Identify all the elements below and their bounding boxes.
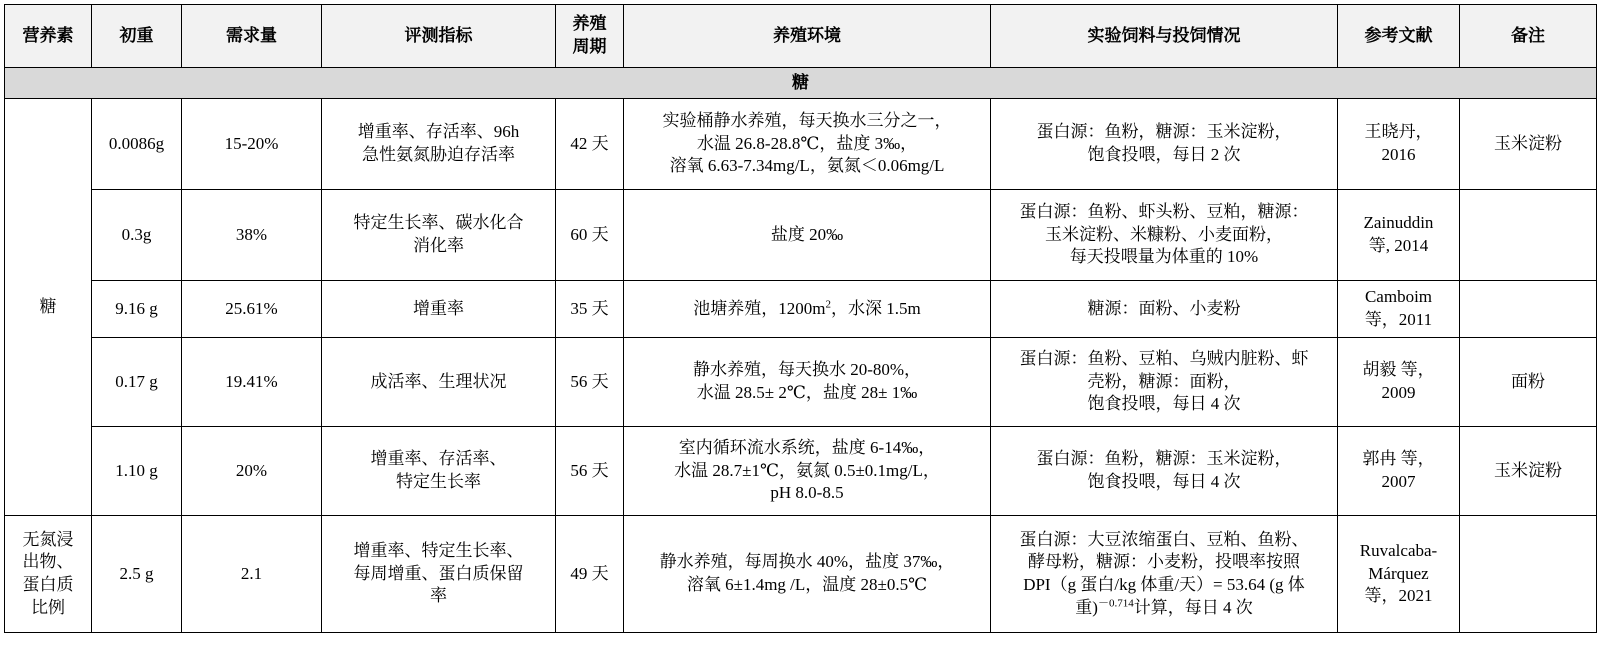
cell-line: Márquez [1368,563,1429,583]
indicator-cell [322,516,556,633]
cell-line [995,597,1333,620]
cell-line: 壳粉，糖源：面粉， [1087,371,1241,391]
requirement-cell: 20% [182,427,322,516]
cell-line: 溶氧 6.63-7.34mg/L，氨氮＜0.06mg/L [669,156,945,176]
note-cell: 玉米淀粉 [1460,427,1597,516]
cell-line: 消化率 [413,236,464,255]
cell-line: 水温 28.5± 2℃，盐度 28± 1‰ [696,383,918,402]
feed-cell [991,516,1338,633]
period-cell: 42 天 [556,99,624,190]
feed-cell [991,190,1338,281]
note-cell [1460,281,1597,338]
note-cell [1460,190,1597,281]
header-reference: 参考文献 [1338,5,1460,68]
period-cell: 56 天 [556,338,624,427]
table-row [5,190,1597,281]
cell-line: 率 [430,586,447,606]
reference-cell [1338,516,1460,633]
cell-line: 饱食投喂，每日 4 次 [1087,472,1241,491]
reference-cell [1338,190,1460,281]
table-row [5,99,1597,190]
cell-line: 急性氨氮胁迫存活率 [362,145,515,164]
environment-cell [624,516,991,633]
weight-cell: 0.17 g [92,338,182,427]
cell-line: 比例 [31,597,65,617]
reference-cell [1338,99,1460,190]
header-environment: 养殖环境 [624,5,991,68]
cell-line: 增重率、存活率、 [370,449,507,469]
cell-line: 无氮浸 [22,529,74,549]
cell-line: 蛋白源：鱼粉，糖源：玉米淀粉， [1036,122,1292,142]
header-nutrient: 营养素 [5,5,92,68]
requirement-cell: 2.1 [182,516,322,633]
cell-line: 2016 [1381,145,1416,164]
table-row [5,281,1597,338]
nutrition-table-container [4,4,1597,633]
cell-line: 蛋白质 [22,575,74,594]
cell-line: 每天投喂量为体重的 10% [1069,247,1259,267]
cell-line: 等，2021 [1364,586,1433,606]
requirement-cell: 19.41% [182,338,322,427]
header-period-line1: 养殖 [572,14,607,35]
cell-line: 王晓丹， [1364,122,1433,142]
header-period-line2: 周期 [572,37,607,57]
reference-cell [1338,338,1460,427]
note-cell: 面粉 [1460,338,1597,427]
period-cell: 60 天 [556,190,624,281]
table-row [5,516,1597,633]
table-row [5,427,1597,516]
indicator-cell: 增重率 [322,281,556,338]
requirement-cell: 15-20% [182,99,322,190]
cell-line: 饱食投喂，每日 2 次 [1087,145,1241,164]
requirement-cell: 38% [182,190,322,281]
section-label: 糖 [5,68,1597,99]
cell-text: ，水深 1.5m [831,298,921,318]
indicator-cell [322,190,556,281]
note-cell: 玉米淀粉 [1460,99,1597,190]
cell-line: 每周增重、蛋白质保留 [353,563,524,583]
superscript: 2 [825,298,831,311]
cell-line: 蛋白源：鱼粉，糖源：玉米淀粉， [1036,449,1292,469]
cell-line: 水温 28.7±1℃，氨氮 0.5±0.1mg/L， [674,460,940,480]
environment-cell [624,427,991,516]
feed-cell [991,427,1338,516]
cell-line: 增重率、存活率、96h [357,122,520,142]
cell-line: 胡毅 等， [1362,360,1435,380]
indicator-cell [322,427,556,516]
reference-cell [1338,281,1460,338]
nutrition-requirement-table [4,4,1597,633]
period-cell: 56 天 [556,427,624,516]
cell-line: Zainuddin [1363,213,1434,233]
requirement-cell: 25.61% [182,281,322,338]
cell-line: 酵母粉，糖源：小麦粉，投喂率按照 [1028,552,1300,572]
environment-cell [624,99,991,190]
header-note: 备注 [1460,5,1597,68]
environment-cell [624,190,991,281]
header-period [556,5,624,68]
feed-cell [991,99,1338,190]
cell-line: 蛋白源：鱼粉、虾头粉、豆粕，糖源： [1019,202,1309,222]
cell-line: 2007 [1381,472,1416,491]
period-cell: 35 天 [556,281,624,338]
cell-line: Camboim [1364,287,1433,307]
table-header-row [5,5,1597,68]
cell-line: 盐度 20‰ [770,224,844,244]
weight-cell: 0.0086g [92,99,182,190]
weight-cell: 1.10 g [92,427,182,516]
cell-text: 计算，每日 4 次 [1133,597,1253,617]
weight-cell: 2.5 g [92,516,182,633]
header-requirement: 需求量 [182,5,322,68]
superscript: －0.714 [1097,596,1134,609]
cell-text: 池塘养殖，1200m [693,298,826,318]
cell-line: 室内循环流水系统，盐度 6-14‰， [678,438,936,458]
weight-cell: 9.16 g [92,281,182,338]
cell-line: 2009 [1381,383,1416,402]
table-row [5,338,1597,427]
cell-line: 饱食投喂，每日 4 次 [1087,394,1241,414]
section-row [5,68,1597,99]
cell-line: 静水养殖，每周换水 40%，盐度 37‰， [659,552,955,572]
cell-line: 实验桶静水养殖，每天换水三分之一， [662,111,952,131]
cell-line: 出物、 [22,552,74,572]
cell-text: 重) [1075,597,1098,617]
feed-cell: 糖源：面粉、小麦粉 [991,281,1338,338]
group-nutrient-cell: 糖 [5,99,92,516]
header-feed: 实验饲料与投饲情况 [991,5,1338,68]
header-initial-weight: 初重 [92,5,182,68]
weight-cell: 0.3g [92,190,182,281]
cell-line: Ruvalcaba- [1359,541,1438,561]
cell-line: 玉米淀粉、米糠粉、小麦面粉， [1045,224,1283,244]
cell-line: 特定生长率 [396,472,481,491]
cell-line: 蛋白源：大豆浓缩蛋白、豆粕、鱼粉、 [1019,529,1309,549]
cell-line: 等, 2014 [1368,236,1429,255]
cell-line: 水温 26.8-28.8℃，盐度 3‰， [696,133,918,153]
cell-line: 特定生长率、碳水化合 [353,213,524,233]
cell-line: pH 8.0-8.5 [770,483,844,503]
period-cell: 49 天 [556,516,624,633]
indicator-cell: 成活率、生理状况 [322,338,556,427]
environment-cell [624,338,991,427]
reference-cell [1338,427,1460,516]
feed-cell [991,338,1338,427]
header-indicator: 评测指标 [322,5,556,68]
cell-line: 郭冉 等， [1362,449,1435,469]
cell-line: 溶氧 6±1.4mg /L，温度 28±0.5℃ [686,575,928,594]
cell-line: 静水养殖，每天换水 20-80%， [692,360,922,380]
cell-line: 等，2011 [1364,310,1433,329]
cell-line: 增重率、特定生长率、 [353,541,524,561]
nutrient-cell [5,516,92,633]
note-cell [1460,516,1597,633]
indicator-cell [322,99,556,190]
cell-line: DPI（g 蛋白/kg 体重/天）= 53.64 (g 体 [1023,575,1305,594]
environment-cell [624,281,991,338]
cell-line: 蛋白源：鱼粉、豆粕、乌贼内脏粉、虾 [1019,349,1309,369]
